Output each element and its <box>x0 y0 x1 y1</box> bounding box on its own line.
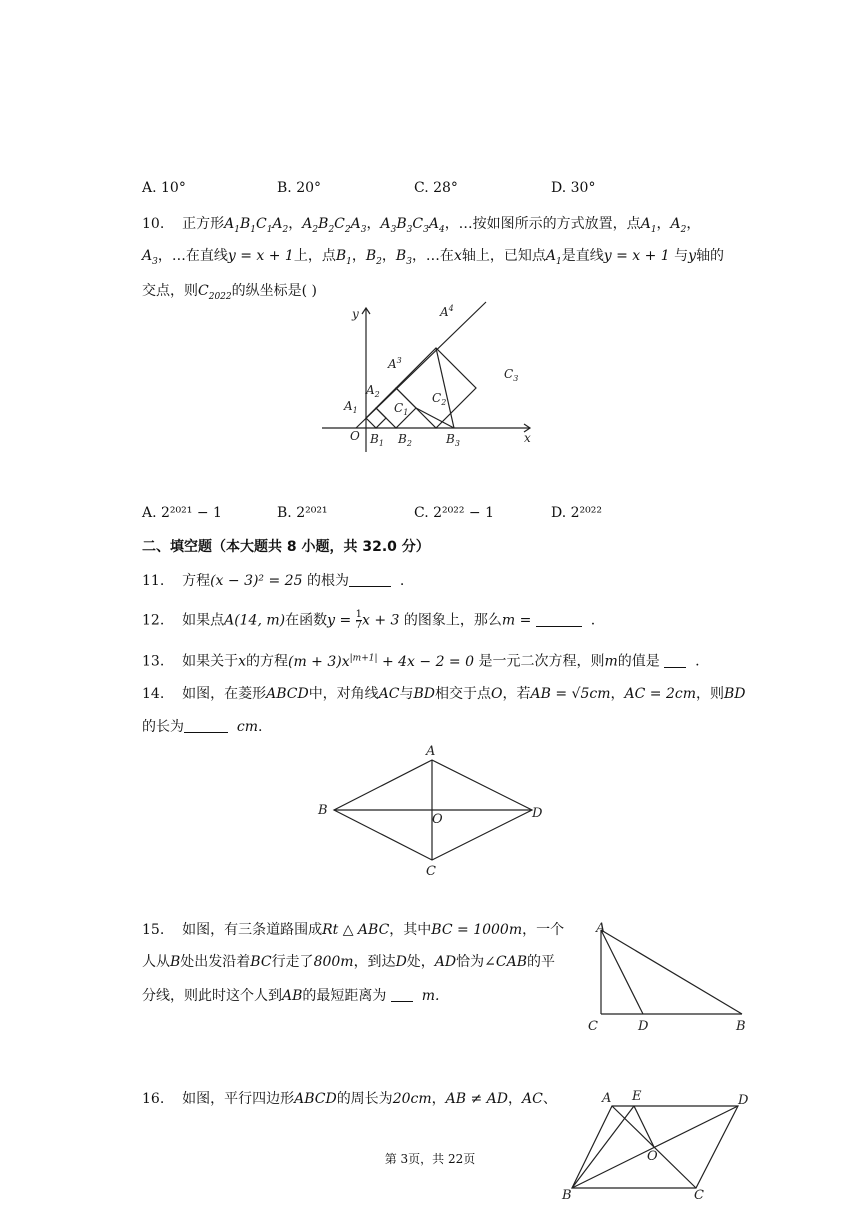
label-A: A <box>596 921 606 936</box>
label-O: O <box>647 1149 658 1164</box>
q11: 11. 方程(x − 3)² = 25 的根为 . <box>142 573 405 589</box>
q10-text: 正方形 <box>182 216 225 232</box>
label-B: B <box>736 1019 746 1034</box>
q9-option-c: C. 28° <box>414 180 458 196</box>
label-A1: $A_1$ <box>344 399 358 415</box>
label-A3: $A^3$ <box>388 356 402 371</box>
label-C2: $C_2$ <box>432 391 447 407</box>
section-header: 二、填空题（本大题共 8 小题，共 32.0 分） <box>142 539 430 555</box>
label-C: C <box>588 1019 598 1034</box>
label-C1: $C_1$ <box>394 401 409 417</box>
q10-number: 10. <box>142 216 165 232</box>
q16-line1: 16. 如图，平行四边形ABCD的周长为20cm，AB ≠ AD，AC、 <box>142 1091 557 1107</box>
label-B2: $B_2$ <box>398 432 412 448</box>
label-y: y <box>352 307 359 321</box>
label-E: E <box>632 1089 642 1104</box>
diagonal-BD <box>572 1106 738 1188</box>
q10-line2: $A_3$，…在直线y = x + 1上，点$B_1$，$B_2$，$B_3$，…在x轴上，已知点$A_1$是直线y = x + 1 与y轴的 <box>142 248 725 267</box>
q15-line3: 分线，则此时这个人到AB的最短距离为 m. <box>142 988 440 1004</box>
q9-option-d: D. 30° <box>551 180 596 196</box>
q15-answer-blank[interactable] <box>391 987 413 1002</box>
label-D: D <box>532 806 543 821</box>
q10-line3: 交点，则$C_{2022}$的纵坐标是( ) <box>142 283 317 302</box>
label-B: B <box>562 1188 572 1203</box>
label-A2: $A_2$ <box>366 383 380 399</box>
label-A: A <box>602 1091 612 1106</box>
q15-figure <box>586 918 754 1036</box>
label-B3: $B_3$ <box>446 432 460 448</box>
q12-answer-blank[interactable] <box>536 612 582 627</box>
q13: 13. 如果关于x的方程$(m + 3)x^{|m+1|} + 4x - 2 = 0$ 是一元二次方程，则m的值是 . <box>142 653 700 670</box>
q12: 12. 如果点A(14, m)在函数y = $\frac{1}{7}$ x + 3 的图象上，那么m = . <box>142 609 596 631</box>
label-D: D <box>738 1093 749 1108</box>
label-x: x <box>524 431 531 445</box>
q10-option-b: B. 2²⁰²¹ <box>277 505 328 521</box>
q10-option-c: C. 2²⁰²² − 1 <box>414 505 495 521</box>
q9-option-b: B. 20° <box>277 180 322 196</box>
q14-answer-blank[interactable] <box>184 718 228 733</box>
segment-EO <box>634 1106 654 1147</box>
q11-answer-blank[interactable] <box>349 572 391 587</box>
page-footer: 第 3页，共 22页 <box>384 1152 476 1166</box>
label-B1: $B_1$ <box>370 432 384 448</box>
segment-BE <box>572 1106 634 1188</box>
q9-option-a: A. 10° <box>142 180 186 196</box>
q14-line1: 14. 如图，在菱形ABCD中，对角线AC与BD相交于点O，若AB = √5cm，AC = 2cm，则BD <box>142 686 746 702</box>
q15-line2: 人从B处出发沿着BC行走了800m，到达D处，AD恰为∠CAB的平 <box>142 954 555 970</box>
q10-line1: 10. 正方形$A_1B_1C_1A_2$，$A_2B_2C_2A_3$，$A_3B_3C_3A_4$，…按如图所示的方式放置，点$A_1$，$A_2$， <box>142 216 701 235</box>
q14-figure <box>314 742 550 882</box>
q16-figure <box>556 1084 756 1204</box>
square-1 <box>366 408 386 428</box>
q10-option-a: A. 2²⁰²¹ − 1 <box>142 505 222 521</box>
label-O: O <box>432 812 443 827</box>
label-C: C <box>694 1188 704 1203</box>
q13-answer-blank[interactable] <box>664 653 686 668</box>
q10-option-d: D. 2²⁰²² <box>551 505 602 521</box>
q10-figure <box>318 300 540 458</box>
label-A: A <box>426 744 436 759</box>
label-C3: $C_3$ <box>504 367 519 383</box>
label-B: B <box>318 803 328 818</box>
label-C: C <box>426 864 436 879</box>
q15-line1: 15. 如图，有三条道路围成Rt △ ABC，其中BC = 1000m，一个 <box>142 922 565 938</box>
label-A4: $A^4$ <box>440 304 454 319</box>
q14-line2: 的长为 cm. <box>142 719 263 735</box>
label-D: D <box>638 1019 649 1034</box>
label-O: O <box>350 429 360 443</box>
